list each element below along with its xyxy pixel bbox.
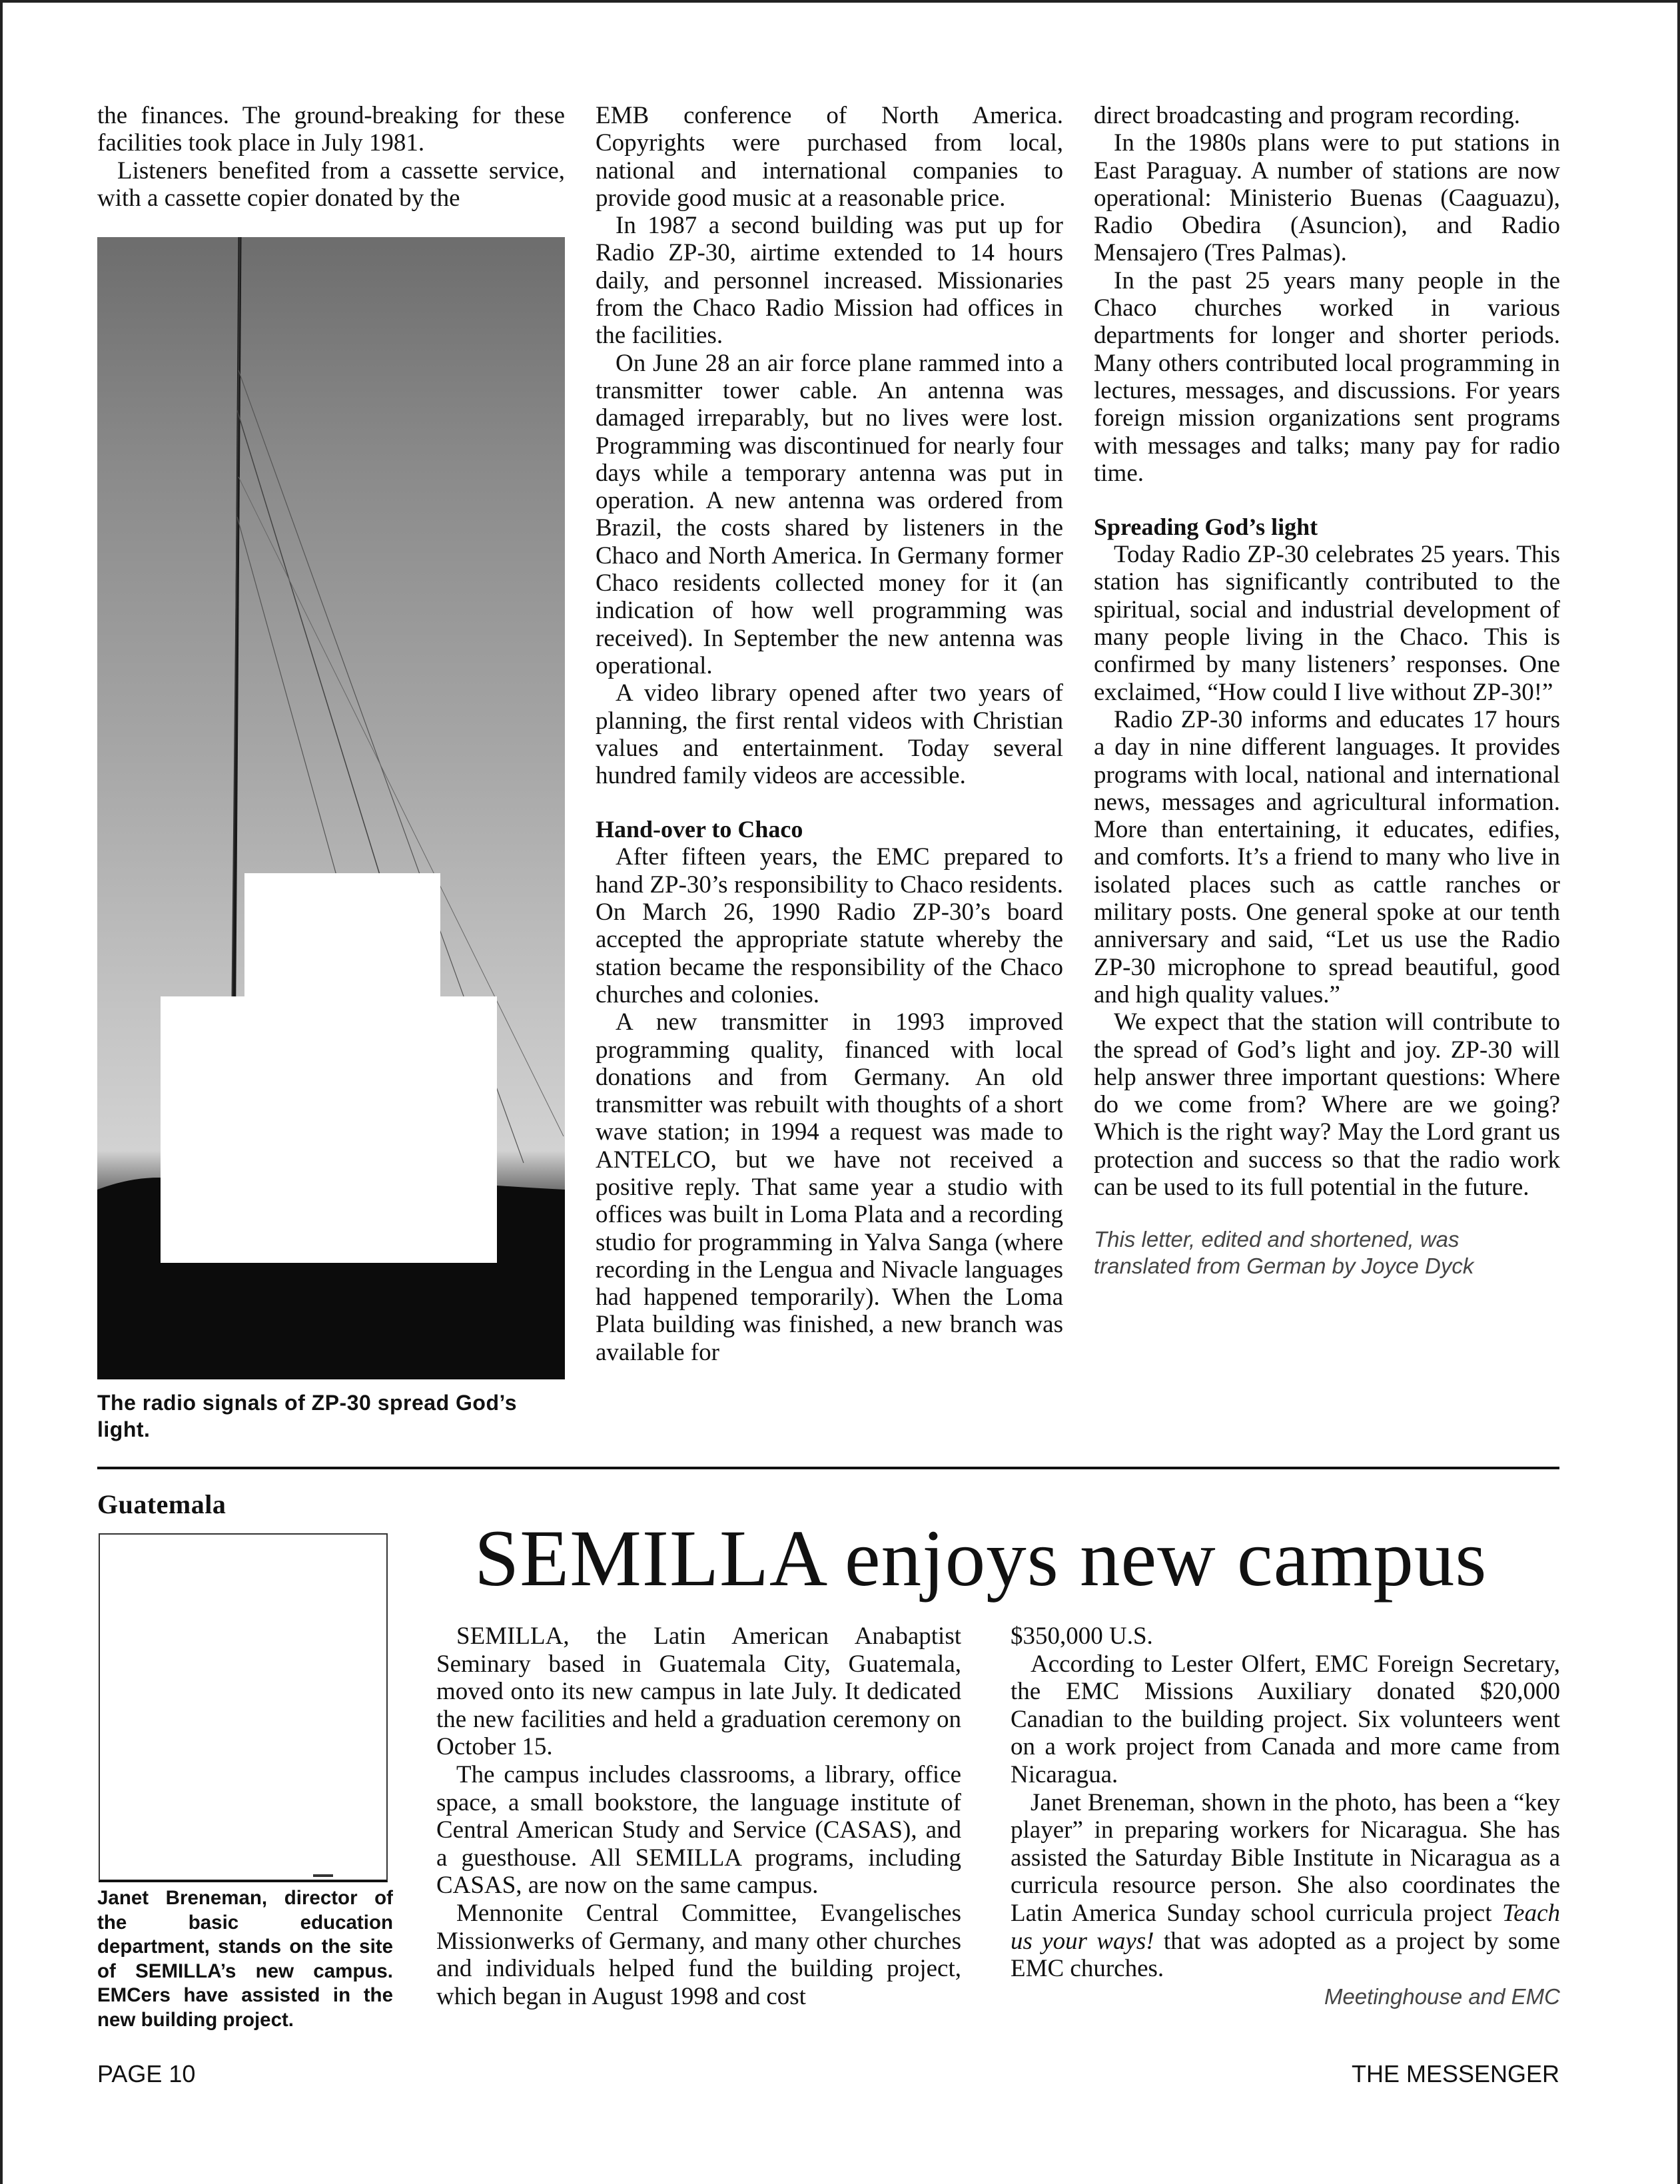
paragraph: According to Lester Olfert, EMC Foreign Secretary, the EMC Missions Auxiliary donated $20,000 Canadian to the building project. Six volunteers went on a work project from Canada and more came from Nicaragua. — [1011, 1650, 1560, 1788]
page-border-top — [0, 0, 1680, 3]
paragraph: Radio ZP-30 informs and educates 17 hours a day in nine different languages. It provides programs with local, national and international news, messages and agricultural information. More than entertaining, it educates, edifies, and comforts. It’s a friend to many who live in isolated places such as cattle ranches or military posts. One general spoke at our tenth anniversary and said, “Let us use the Radio ZP-30 microphone to spread beautiful, good and high quality values.” — [1094, 705, 1560, 1008]
paragraph: A new transmitter in 1993 improved programming quality, financed with local donations and from Germany. An old transmitter was rebuilt with thoughts of a short wave station; in 1994 a request was made to ANTELCO, but we have not received a positive reply. That same year a studio with offices was built in Loma Plata and a recording studio for programming in Yalva Sanga (where recording in the Lengua and Nivacle languages had happened temporarily). When the Loma Plata building was finished, a new branch was available for — [596, 1008, 1063, 1366]
semilla-column-1 — [436, 1623, 961, 2010]
paragraph: $350,000 U.S. — [1011, 1623, 1153, 1650]
page-number: PAGE 10 — [97, 2060, 196, 2087]
text-span: Janet Breneman, shown in the photo, has been a “key player” in preparing workers for Nicaragua. She has assisted the Saturday Bible Institute in Nicaragua as a curricula resource person. She also coordinates the Latin America Sunday school curricula project — [1011, 1788, 1560, 1927]
paragraph: the finances. The ground-breaking for these facilities took place in July 1981. — [97, 102, 565, 157]
text-span: that was adopted as a project by some EMC churches. — [1011, 1927, 1560, 1983]
project-title: Teach us your ways! — [1011, 1899, 1560, 1955]
semilla-column-2 — [1011, 1623, 1560, 2010]
article-column-1 — [97, 102, 565, 212]
paragraph: On June 28 an air force plane rammed into a transmitter tower cable. An antenna was damaged irreparably, but no lives were lost. Programming was discontinued for nearly four days while a temporary antenna was put in operation. A new antenna was ordered from Brazil, the costs shared by listeners in the Chaco and North America. In Germany former Chaco residents collected money for it (an indication of how well programming was received). In September the new antenna was operational. — [596, 349, 1063, 679]
paragraph: Today Radio ZP-30 celebrates 25 years. This station has significantly contributed to the spiritual, social and industrial development of many people living in the Chaco. This is confirmed by many listeners’ responses. One exclaimed, “How could I live without ZP-30!” — [1094, 541, 1560, 706]
paragraph: In the past 25 years many people in the Chaco churches worked in various departments for longer and shorter periods. Many others contributed local programming in lectures, messages, and discussions. For years foreign mission organizations sent programs with messages and talks; many pay for radio time. — [1094, 266, 1560, 487]
section-heading: Spreading God’s light — [1094, 514, 1318, 541]
paragraph: In 1987 a second building was put up for Radio ZP-30, airtime extended to 14 hours daily, and personnel increased. Missionaries from the Chaco Radio Mission had offices in the facilities. — [596, 212, 1063, 350]
paragraph: Listeners benefited from a cassette service, with a cassette copier donated by the — [97, 157, 565, 212]
article-headline: SEMILLA enjoys new campus — [474, 1514, 1487, 1603]
page-border-right — [1677, 0, 1680, 2184]
radio-tower-photo — [97, 237, 565, 1379]
section-divider — [97, 1467, 1559, 1469]
paragraph: A video library opened after two years of planning, the first rental videos with Christian values and entertainment. Today several hundred family videos are accessible. — [596, 679, 1063, 790]
translation-credit: This letter, edited and shortened, was translated from German by Joyce Dyck — [1094, 1227, 1474, 1279]
redacted-area — [161, 996, 497, 1263]
photo-mark — [313, 1874, 333, 1877]
paragraph: Mennonite Central Committee, Evangelisches Missionwerks of Germany, and many other churches and individuals helped fund the building project, which began in August 1998 and cost — [436, 1899, 961, 2010]
section-label: Guatemala — [97, 1489, 226, 1519]
paragraph — [1011, 1789, 1560, 1983]
janet-photo-caption: Janet Breneman, director of the basic education department, stands on the site of SEMILLA’s new campus. EMCers have assisted in the new building project. — [97, 1887, 393, 2031]
radio-photo-caption: The radio signals of ZP-30 spread God’s light. — [97, 1391, 517, 1441]
section-heading: Hand-over to Chaco — [596, 816, 803, 843]
paragraph: In the 1980s plans were to put stations in East Paraguay. A number of stations are now operational: Ministerio Buenas (Caaguazu), Radio Obedira (Asuncion), and Radio Mensajero (Tres Palmas). — [1094, 129, 1560, 267]
paragraph: We expect that the station will contribute to the spread of God’s light and joy. ZP-30 will help answer three important questions: Where do we come from? Where are we going? Which is the right way? May the Lord grant us protection and success so that the radio work can be used to its full potential in the future. — [1094, 1008, 1560, 1201]
source-credit: Meetinghouse and EMC — [1324, 1984, 1560, 2009]
janet-photo — [99, 1533, 388, 1882]
paragraph: The campus includes classrooms, a library, office space, a small bookstore, the language institute of Central American Study and Service (CASAS), and a guesthouse. All SEMILLA programs, including CASAS, are now on the same campus. — [436, 1760, 961, 1900]
paragraph: EMB conference of North America. Copyrights were purchased from local, national and international companies to provide good music at a reasonable price. — [596, 102, 1063, 212]
article-column-3 — [1094, 102, 1560, 1279]
article-column-2 — [596, 102, 1063, 1366]
publication-name: THE MESSENGER — [1351, 2060, 1559, 2087]
paragraph: SEMILLA, the Latin American Anabaptist Seminary based in Guatemala City, Guatemala, moved onto its new campus in late July. It dedicated the new facilities and held a graduation ceremony on October 15. — [436, 1623, 961, 1761]
page-border-left — [0, 0, 3, 2184]
paragraph: direct broadcasting and program recording. — [1094, 102, 1521, 129]
paragraph: After fifteen years, the EMC prepared to hand ZP-30’s responsibility to Chaco residents. On March 26, 1990 Radio ZP-30’s board accepted the appropriate statute whereby the station became the responsibility of the Chaco churches and colonies. — [596, 843, 1063, 1008]
